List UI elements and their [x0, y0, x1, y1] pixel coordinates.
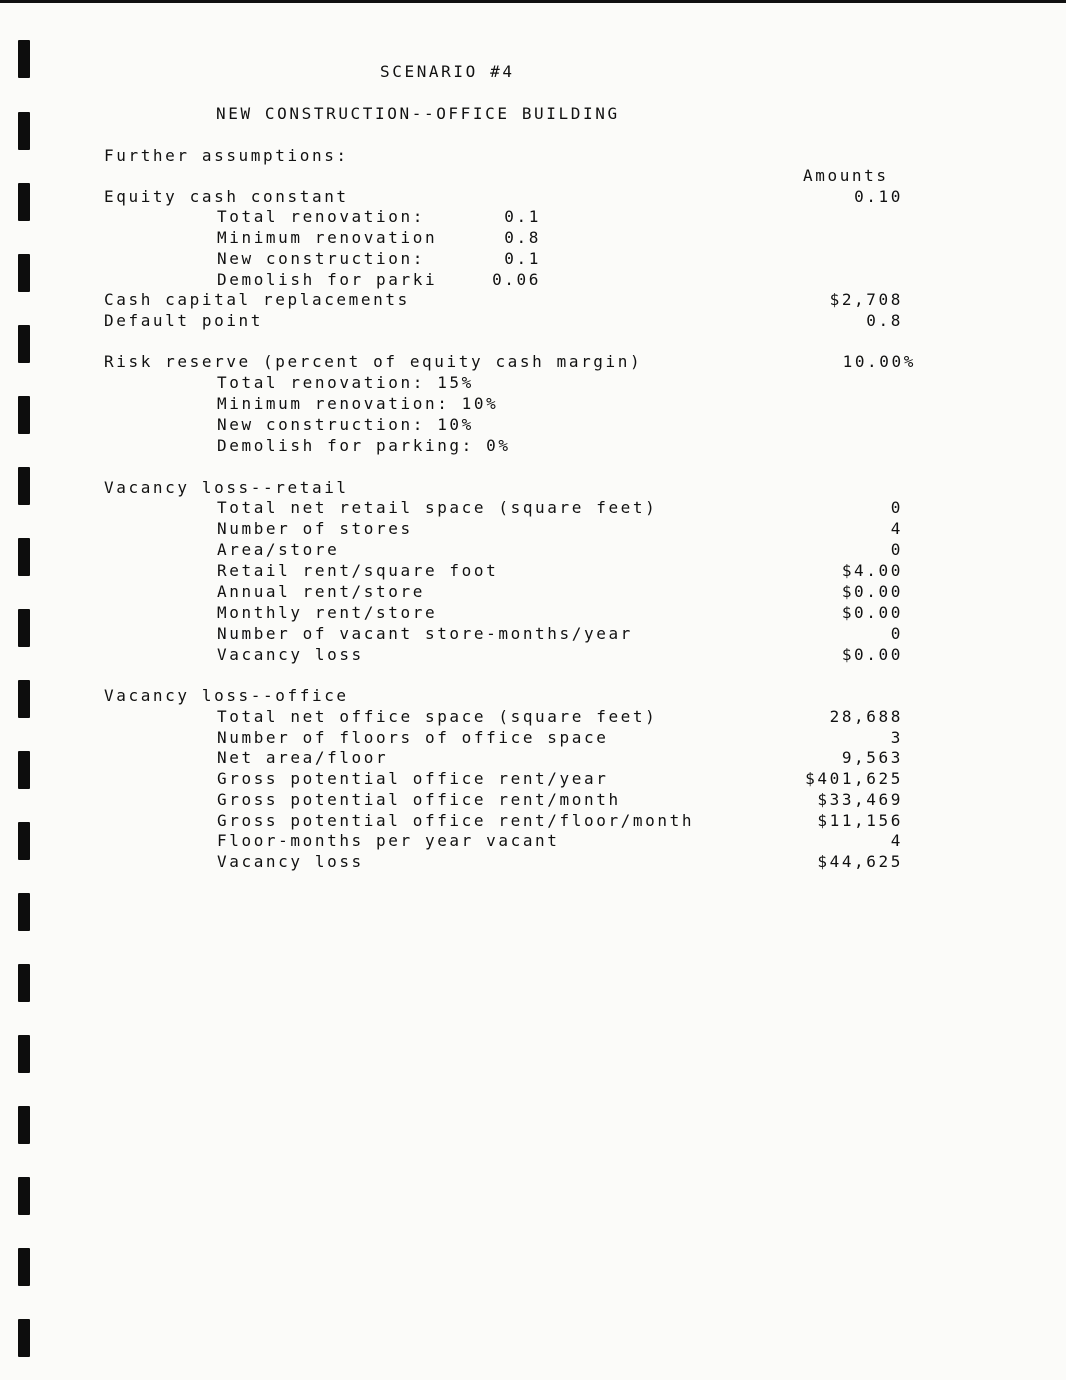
retail-row-amount: 0 — [890, 624, 903, 643]
retail-row-label: Number of vacant store-months/year — [217, 624, 633, 643]
binder-hole — [18, 183, 30, 221]
section-intro: Further assumptions: — [104, 146, 349, 165]
binder-hole — [18, 325, 30, 363]
retail-row-amount: $0.00 — [841, 645, 903, 664]
equity-amount: 0.10 — [854, 187, 903, 206]
binder-hole — [18, 254, 30, 292]
binder-hole — [18, 40, 30, 78]
retail-row-amount: 4 — [890, 519, 903, 538]
binder-hole — [18, 609, 30, 647]
retail-row-amount: $0.00 — [841, 603, 903, 622]
default-point-amount: 0.8 — [866, 311, 903, 330]
risk-item: Demolish for parking: 0% — [217, 436, 511, 455]
retail-row-amount: $0.00 — [841, 582, 903, 601]
binder-hole — [18, 893, 30, 931]
office-row-amount: $44,625 — [817, 852, 903, 871]
equity-item-label: Total renovation: — [217, 207, 425, 226]
office-row-amount: $401,625 — [805, 769, 903, 788]
retail-row-amount: 0 — [890, 498, 903, 517]
binder-hole — [18, 1106, 30, 1144]
binder-hole — [18, 1248, 30, 1286]
office-row-amount: 28,688 — [829, 707, 903, 726]
risk-item: New construction: 10% — [217, 415, 474, 434]
binder-hole — [18, 1177, 30, 1215]
binder-hole — [18, 112, 30, 150]
office-row-label: Number of floors of office space — [217, 728, 609, 747]
page-subtitle: NEW CONSTRUCTION--OFFICE BUILDING — [216, 104, 620, 123]
default-point-label: Default point — [104, 311, 264, 330]
binder-hole — [18, 822, 30, 860]
equity-item-value: 0.1 — [504, 207, 541, 226]
binder-hole — [18, 751, 30, 789]
amounts-column-header: Amounts — [803, 166, 889, 185]
retail-row-amount: $4.00 — [841, 561, 903, 580]
equity-item-value: 0.1 — [504, 249, 541, 268]
office-row-amount: $33,469 — [817, 790, 903, 809]
binder-hole — [18, 396, 30, 434]
risk-reserve-amount: 10.00% — [842, 352, 916, 371]
binder-hole — [18, 964, 30, 1002]
office-row-amount: 9,563 — [841, 748, 903, 767]
risk-item: Total renovation: 15% — [217, 373, 474, 392]
office-row-label: Net area/floor — [217, 748, 389, 767]
risk-reserve-label: Risk reserve (percent of equity cash margin) — [104, 352, 643, 371]
office-row-amount: $11,156 — [817, 811, 903, 830]
office-row-amount: 3 — [890, 728, 903, 747]
office-row-amount: 4 — [890, 831, 903, 850]
retail-section-label: Vacancy loss--retail — [104, 478, 349, 497]
cash-capital-label: Cash capital replacements — [104, 290, 410, 309]
retail-row-label: Number of stores — [217, 519, 413, 538]
retail-row-label: Annual rent/store — [217, 582, 425, 601]
retail-row-label: Total net retail space (square feet) — [217, 498, 658, 517]
binder-hole — [18, 467, 30, 505]
equity-item-label: New construction: — [217, 249, 425, 268]
office-row-label: Vacancy loss — [217, 852, 364, 871]
equity-item-label: Demolish for parki — [217, 270, 438, 289]
retail-row-label: Retail rent/square foot — [217, 561, 499, 580]
retail-row-label: Area/store — [217, 540, 340, 559]
page-title: SCENARIO #4 — [380, 62, 515, 81]
cash-capital-amount: $2,708 — [829, 290, 903, 309]
office-row-label: Gross potential office rent/floor/month — [217, 811, 695, 830]
retail-row-label: Monthly rent/store — [217, 603, 438, 622]
binder-hole — [18, 1035, 30, 1073]
risk-item: Minimum renovation: 10% — [217, 394, 499, 413]
office-row-label: Gross potential office rent/month — [217, 790, 621, 809]
top-edge-line — [0, 0, 1066, 3]
retail-row-amount: 0 — [890, 540, 903, 559]
equity-item-value: 0.06 — [492, 270, 541, 289]
office-row-label: Gross potential office rent/year — [217, 769, 609, 788]
equity-label: Equity cash constant — [104, 187, 349, 206]
retail-row-label: Vacancy loss — [217, 645, 364, 664]
equity-item-label: Minimum renovation — [217, 228, 438, 247]
office-row-label: Total net office space (square feet) — [217, 707, 658, 726]
binder-hole — [18, 680, 30, 718]
office-section-label: Vacancy loss--office — [104, 686, 349, 705]
equity-item-value: 0.8 — [504, 228, 541, 247]
office-row-label: Floor-months per year vacant — [217, 831, 560, 850]
binder-hole — [18, 1319, 30, 1357]
binder-hole — [18, 538, 30, 576]
